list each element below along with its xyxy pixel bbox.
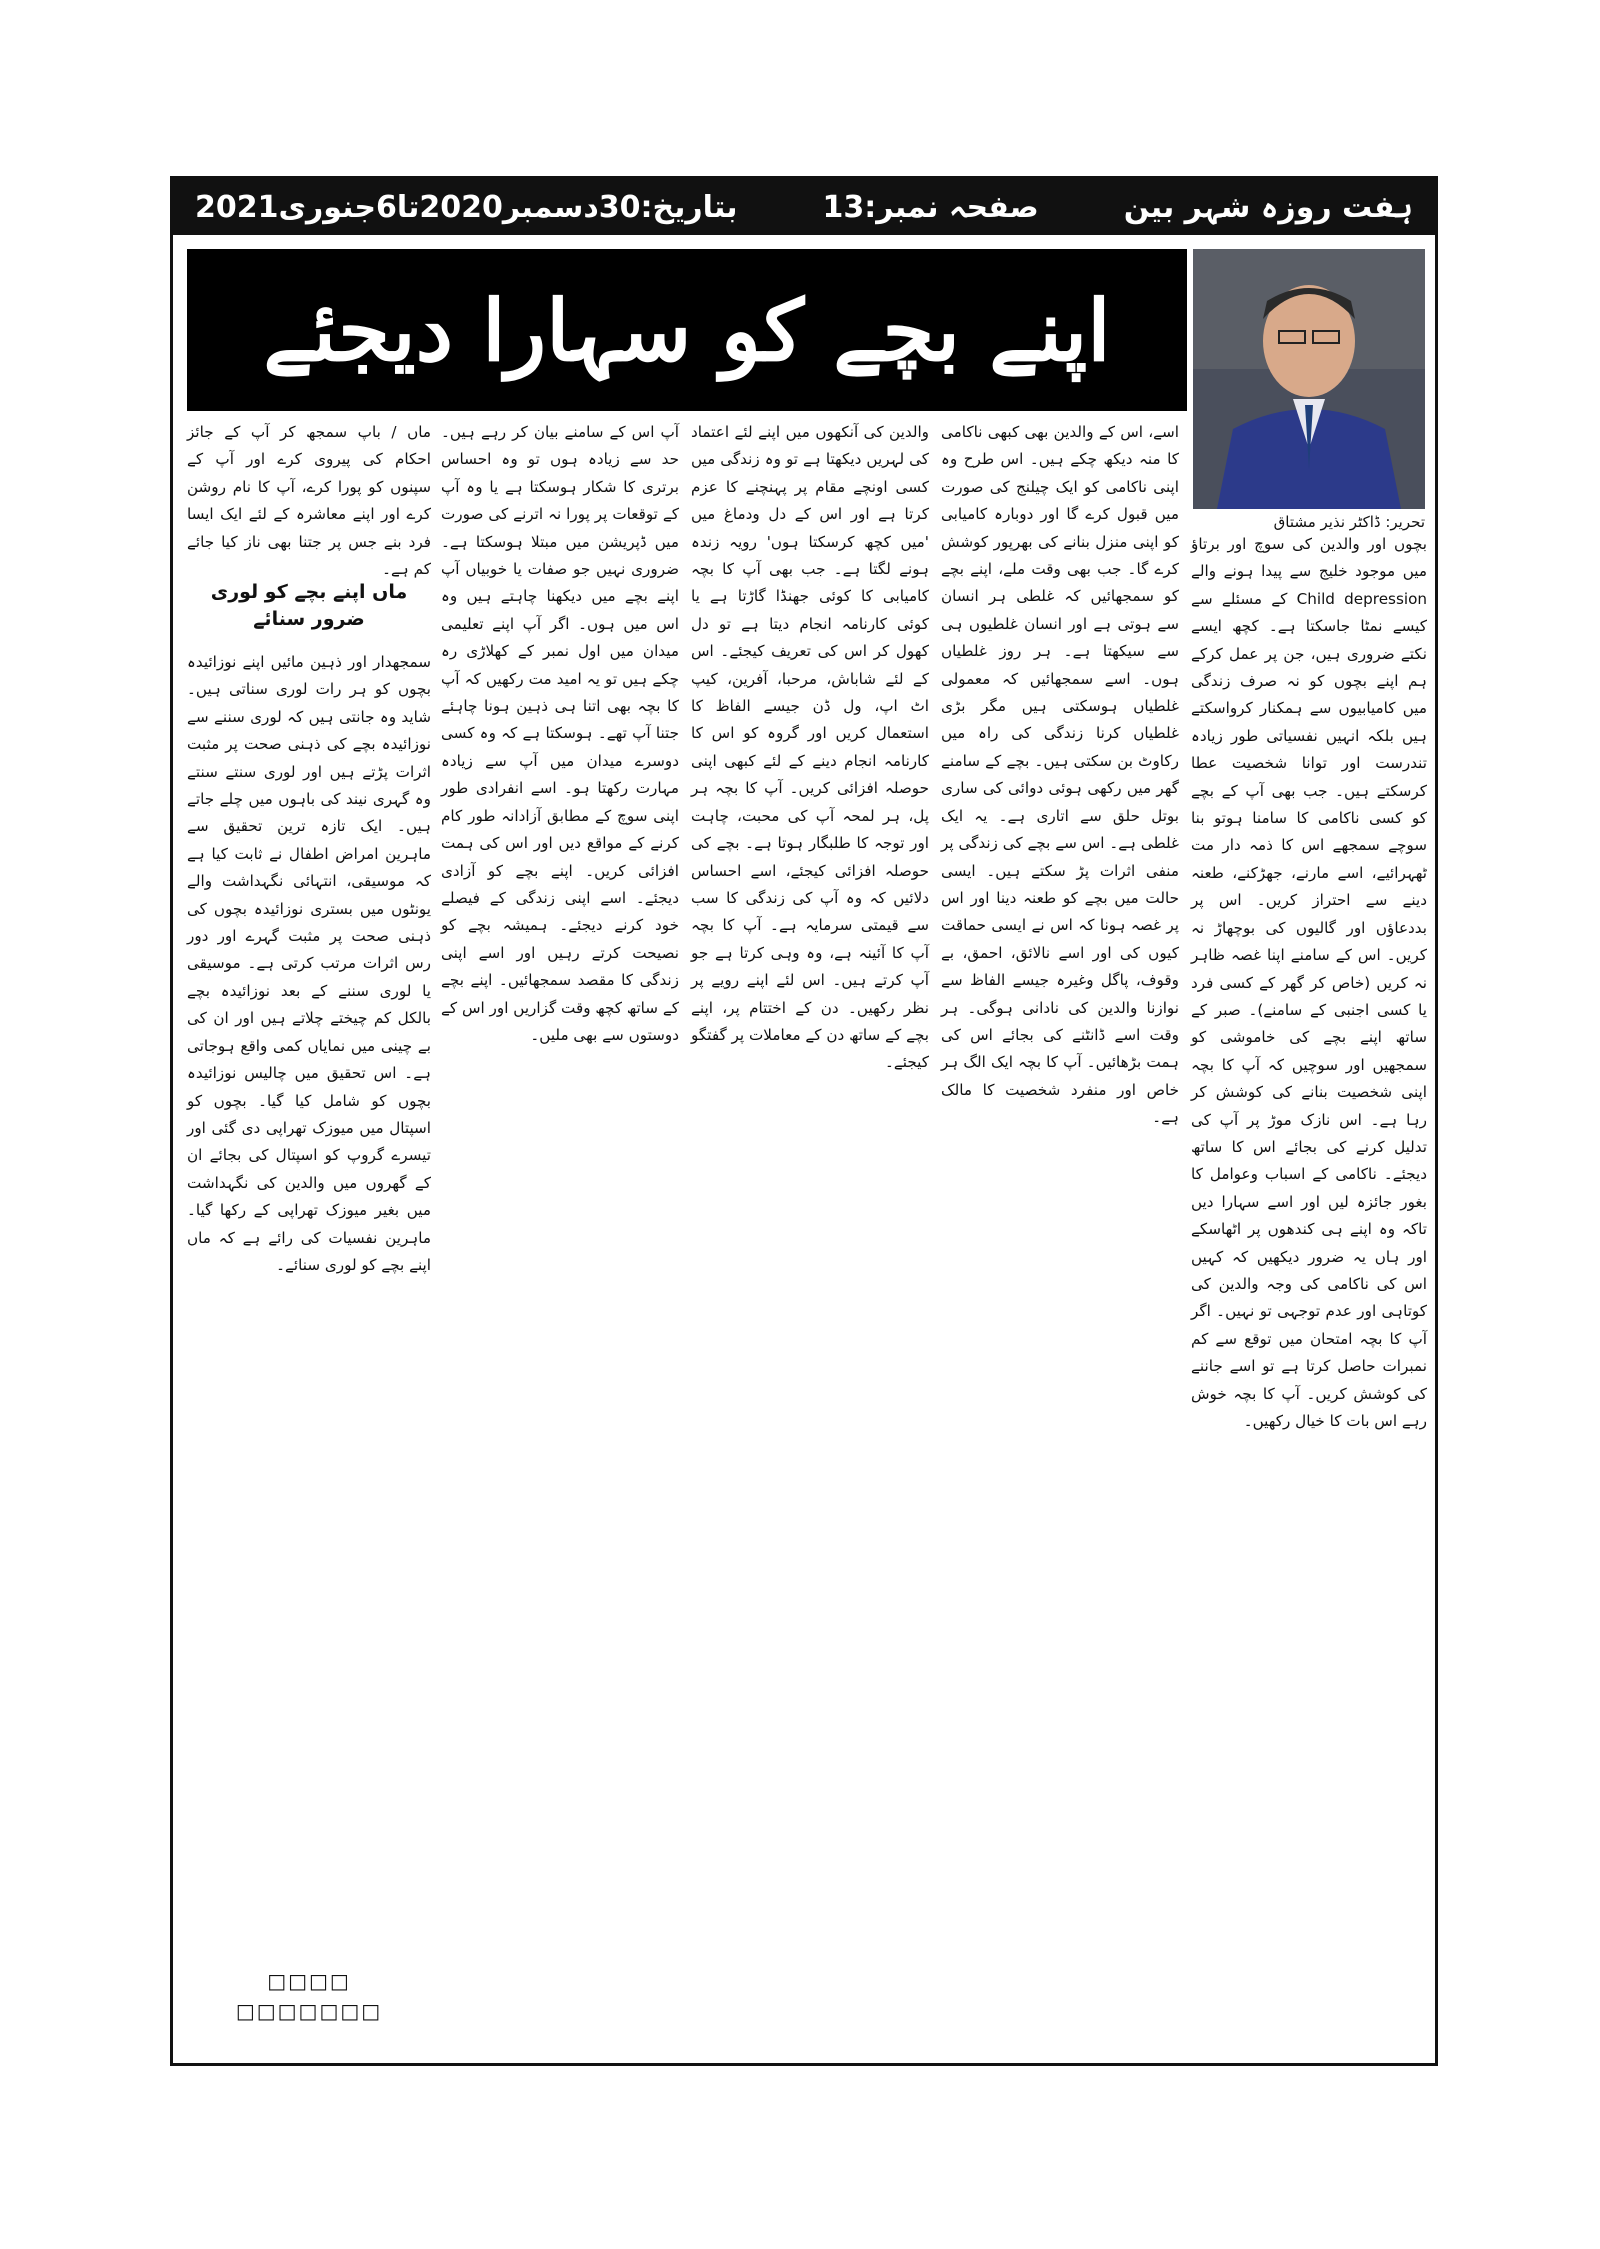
- author-byline: تحریر: ڈاکٹر نذیر مشتاق: [1273, 513, 1425, 531]
- page-number: صفحہ نمبر:13: [822, 189, 1039, 225]
- issue-date: بتاریخ:30دسمبر2020تا6جنوری2021: [195, 189, 738, 225]
- article-column-5-bottom: [187, 649, 431, 1949]
- article-column-2: [941, 419, 1179, 2051]
- column-text: سمجھدار اور ذہین مائیں اپنے نوزائیدہ بچوں کو ہر رات لوری سناتی ہیں۔ شاید وہ جانتی ہیں کہ لوری سننے سے نوزائیدہ بچے کی ذہنی صحت پر مثبت اثرات پڑتے ہیں اور لوری سنتے سنتے وہ گہری نیند کی باہوں میں چلے جاتے ہیں۔ ایک تازہ ترین تحقیق سے ماہرین امراض اطفال نے ثابت کیا ہے کہ موسیقی، انتہائی نگہداشت والے یونٹوں میں بستری نوزائیدہ بچوں کی ذہنی صحت پر مثبت گہرے اور دور رس اثرات مرتب کرتی ہے۔ موسیقی یا لوری سننے کے بعد نوزائیدہ بچے بالکل کم چیختے چلاتے ہیں اور ان کی بے چینی میں نمایاں کمی واقع ہوجاتی ہے۔ اس تحقیق میں چالیس نوزائیدہ بچوں کو شامل کیا گیا۔ بچوں کو اسپتال میں میوزک تھراپی دی گئی اور تیسرے گروپ کو اسپتال کی بجائے ان کے گھروں میں والدین کی نگہداشت میں بغیر میوزک تھراپی کے رکھا گیا۔ ماہرین نفسیات کی رائے ہے کہ ماں اپنے بچے کو لوری سنائے۔: [187, 653, 431, 1274]
- author-photo: [1193, 249, 1425, 509]
- column-text: اسے، اس کے والدین بھی کبھی ناکامی کا منہ دیکھ چکے ہیں۔ اس طرح وہ اپنی ناکامی کو ایک چیلنج کی صورت میں قبول کرے گا اور دوبارہ کامیابی کو اپنی منزل بنانے کی بھرپور کوشش کرے گا۔ جب بھی وقت ملے، اپنے بچے کو سمجھائیں کہ غلطی ہر انسان سے ہوتی ہے اور انسان غلطیوں ہی سے سیکھتا ہے۔ ہر روز غلطیاں ہوں۔ اسے سمجھائیں کہ معمولی غلطیاں ہوسکتی ہیں مگر بڑی غلطیاں کرنا زندگی کی راہ میں رکاوٹ بن سکتی ہیں۔ بچے کے سامنے گھر میں رکھی ہوئی دوائی کی ساری بوتل حلق سے اتاری ہے۔ یہ ایک غلطی ہے۔ اس سے بچے کی زندگی پر منفی اثرات پڑ سکتے ہیں۔ ایسی حالت میں بچے کو طعنہ دینا اور اس پر غصہ ہونا کہ اس نے ایسی حماقت کیوں کی اور اسے نالائق، احمق، بے وقوف، پاگل وغیرہ جیسے الفاظ سے نوازنا والدین کی نادانی ہوگی۔ ہر وقت اسے ڈانٹنے کی بجائے اس کی ہمت بڑھائیں۔ آپ کا بچہ ایک الگ ہر خاص اور منفرد شخصیت کا مالک ہے۔: [941, 423, 1179, 1127]
- author-portrait-icon: [1193, 249, 1425, 509]
- publication-name: ہفت روزہ شہر بین: [1123, 189, 1413, 225]
- column-text: والدین کی آنکھوں میں اپنے لئے اعتماد کی لہریں دیکھتا ہے تو وہ زندگی میں کسی اونچے مقام پر پہنچنے کا عزم کرتا ہے اور اس کے دل ودماغ میں 'میں کچھ کرسکتا ہوں' رویہ زندہ ہونے لگتا ہے۔ جب بھی آپ کا بچہ کامیابی کا کوئی جھنڈا گاڑتا ہے یا کوئی کارنامہ انجام دیتا ہے تو دل کھول کر اس کی تعریف کیجئے۔ اس کے لئے شاباش، مرحبا، آفرین، کیپ اٹ اپ، ول ڈن جیسے الفاظ کا استعمال کریں اور گروہ کو اس کا کارنامہ انجام دینے کے لئے کبھی اپنی حوصلہ افزائی کریں۔ آپ کا بچہ ہر پل، ہر لمحہ آپ کی محبت، چاہت اور توجہ کا طلبگار ہوتا ہے۔ بچے کی حوصلہ افزائی کیجئے، اسے احساس دلائیں کہ وہ آپ کی زندگی کا سب سے قیمتی سرمایہ ہے۔ آپ کا بچہ آپ کا آئینہ ہے، وہ وہی کرتا ہے جو آپ کرتے ہیں۔ اس لئے اپنے رویے پر نظر رکھیں۔ دن کے اختتام پر، اپنے بچے کے ساتھ دن کے معاملات پر گفتگو کیجئے۔: [691, 423, 929, 1072]
- newspaper-page: [170, 176, 1438, 2066]
- article-column-1: [1191, 531, 1427, 2051]
- article-title: اپنے بچے کو سہارا دیجئے: [263, 280, 1111, 380]
- article-column-5-top: [187, 419, 431, 579]
- end-mark-1: □□□□: [267, 1969, 351, 1993]
- article-title-band: [187, 249, 1187, 411]
- section-subheading: ماں اپنے بچے کو لوری ضرور سنائے: [187, 579, 431, 633]
- column-text: آپ اس کے سامنے بیان کر رہے ہیں۔ حد سے زیادہ ہوں تو وہ احساس برتری کا شکار ہوسکتا ہے یا وہ آپ کے توقعات پر پورا نہ اترنے کی صورت میں ڈپریشن میں مبتلا ہوسکتا ہے۔ ضروری نہیں جو صفات یا خوبیاں آپ اپنے بچے میں دیکھنا چاہتے ہیں وہ اس میں ہوں۔ اگر آپ اپنے تعلیمی میدان میں اول نمبر کے کھلاڑی رہ چکے ہیں تو یہ امید مت رکھیں کہ آپ کا بچہ بھی اتنا ہی ذہین ہونا چاہئے جتنا آپ تھے۔ ہوسکتا ہے کہ وہ کسی دوسرے میدان میں آپ سے زیادہ مہارت رکھتا ہو۔ اسے انفرادی طور اپنی سوچ کے مطابق آزادانہ طور کام کرنے کے مواقع دیں اور اس کی ہمت افزائی کریں۔ اپنے بچے کو آزادی دیجئے۔ اسے اپنی زندگی کے فیصلے خود کرنے دیجئے۔ ہمیشہ بچے کو نصیحت کرتے رہیں اور اسے اپنی زندگی کا مقصد سمجھائیں۔ اپنے بچے کے ساتھ کچھ وقت گزاریں اور اس کے دوستوں سے بھی ملیں۔: [441, 423, 679, 1044]
- article-column-3: [691, 419, 929, 2051]
- end-mark-2: □□□□□□□: [235, 1999, 383, 2023]
- column-text: ماں / باپ سمجھ کر آپ کے جائز احکام کی پیروی کرے اور آپ کے سپنوں کو پورا کرے، آپ کا نام روشن کرے اور اپنے معاشرہ کے لئے ایک ایسا فرد بنے جس پر جتنا بھی ناز کیا جائے کم ہے۔: [187, 423, 431, 579]
- column-text: بچوں اور والدین کی سوچ اور برتاؤ میں موجود خلیج سے پیدا ہونے والے Child depression کے مسئلے سے کیسے نمٹا جاسکتا ہے۔ کچھ ایسے نکتے ضروری ہیں، جن پر عمل کرکے ہم اپنے بچوں کو نہ صرف زندگی میں کامیابیوں سے ہمکنار کرواسکتے ہیں بلکہ انہیں نفسیاتی طور زیادہ تندرست اور توانا شخصیت عطا کرسکتے ہیں۔ جب بھی آپ کے بچے کو کسی ناکامی کا سامنا ہوتو بنا سوچے سمجھے اس کا ذمہ دار مت ٹھہرائیے، اسے مارنے، جھڑکنے، طعنہ دینے سے احتراز کریں۔ اس پر بددعاؤں اور گالیوں کی بوچھاڑ نہ کریں۔ اس کے سامنے اپنا غصہ ظاہر نہ کریں (خاص کر گھر کے کسی فرد یا کسی اجنبی کے سامنے)۔ صبر کے ساتھ اپنے بچے کی خاموشی کو سمجھیں اور سوچیں کہ آپ کا بچہ اپنی شخصیت بنانے کی کوشش کر رہا ہے۔ اس نازک موڑ پر آپ کی تدلیل کرنے کی بجائے اس کا ساتھ دیجئے۔ ناکامی کے اسباب وعوامل کا بغور جائزہ لیں اور اسے سہارا دیں تاکہ وہ اپنے ہی کندھوں پر اٹھاسکے اور ہاں یہ ضرور دیکھیں کہ کہیں اس کی ناکامی کی وجہ والدین کی کوتاہی اور عدم توجہی تو نہیں۔ اگر آپ کا بچہ امتحان میں توقع سے کم نمبرات حاصل کرتا ہے تو اسے جاننے کی کوشش کریں۔ آپ کا بچہ خوش رہے اس بات کا خیال رکھیں۔: [1191, 535, 1427, 1430]
- article-column-4: [441, 419, 679, 2051]
- page-header: [173, 179, 1435, 235]
